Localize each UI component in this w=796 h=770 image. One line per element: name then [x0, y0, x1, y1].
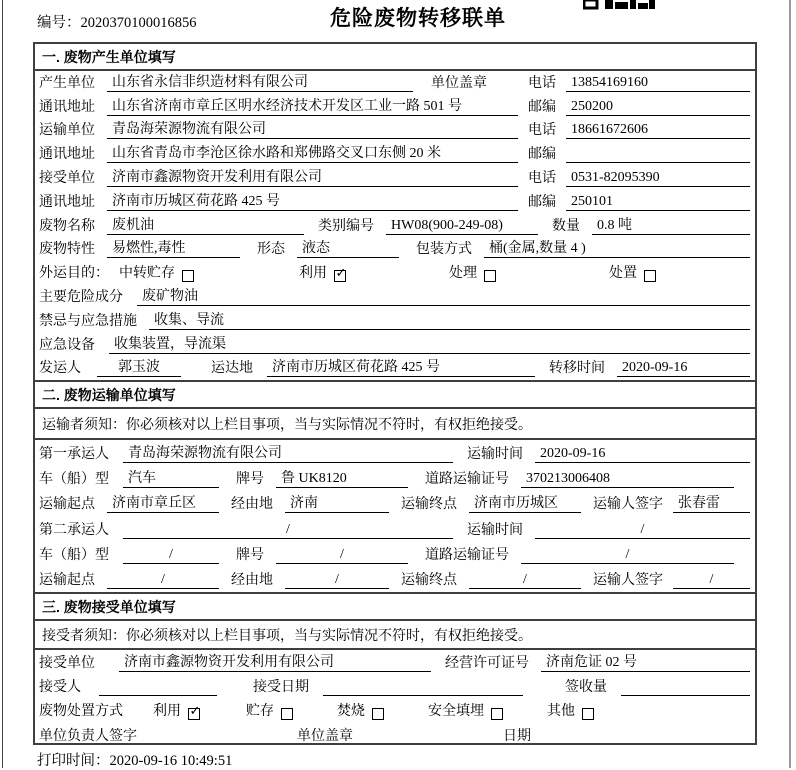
waste-name-label: 废物名称 — [39, 218, 95, 234]
hazard-row — [35, 285, 755, 309]
address-label: 通讯地址 — [39, 99, 95, 115]
document-number — [37, 11, 197, 32]
checkbox — [484, 270, 496, 282]
page-title: 危险废物转移联单 — [330, 7, 506, 30]
checkbox-label: 贮存 — [246, 704, 274, 720]
section1-header: 一. 废物产生单位填写 — [35, 44, 755, 71]
print-time-label: 打印时间： — [37, 753, 110, 769]
equipment-label: 应急设备 — [39, 337, 95, 353]
transporter-phone-value: 18661672606 — [566, 122, 750, 139]
purpose-option-utilize — [299, 262, 449, 282]
receiver-row — [35, 166, 755, 190]
carrier1-vehicle-row — [35, 466, 755, 491]
purpose-label: 外运目的： — [39, 266, 109, 282]
received-qty-value — [621, 695, 750, 696]
checkbox — [372, 708, 384, 720]
plate-value: 鲁 UK8120 — [276, 467, 408, 488]
category-label: 类别编号 — [318, 218, 374, 234]
vehicle-type-value: / — [123, 547, 219, 564]
receiver-phone-value: 0531-82095390 — [566, 170, 750, 187]
road-license-label: 道路运输证号 — [425, 471, 509, 487]
transfer-date-value: 2020-09-16 — [617, 360, 750, 377]
packing-label: 包装方式 — [416, 242, 472, 258]
page-right-edge — [789, 0, 791, 768]
producer-row — [35, 71, 755, 95]
endpoint-label: 运输终点 — [401, 573, 457, 589]
zip-label: 邮编 — [528, 147, 556, 163]
accept-date-value — [323, 695, 523, 696]
carrier1-time-value: 2020-09-16 — [535, 446, 750, 463]
form-value: 液态 — [297, 237, 399, 258]
purpose-option-transfer-storage — [119, 262, 299, 282]
print-time-value: 2020-09-16 10:49:51 — [109, 753, 233, 769]
receiver-notice: 接受者须知：你必须核对以上栏目事项，当与实际情况不符时，有权拒绝接受。 — [35, 621, 755, 650]
via-label: 经由地 — [231, 573, 273, 589]
disposal-option-other — [547, 700, 594, 720]
equipment-row — [35, 333, 755, 357]
via-value: 济南 — [285, 492, 389, 513]
producer-phone-value: 13854169160 — [566, 75, 750, 92]
disposal-method-label: 废物处置方式 — [39, 704, 123, 720]
document-number-value: 2020370100016856 — [80, 15, 197, 31]
acceptor-value — [99, 695, 217, 696]
phone-label: 电话 — [528, 123, 556, 139]
shipper-label: 发运人 — [39, 361, 81, 377]
destination-value: 济南市历城区荷花路 425 号 — [267, 356, 535, 377]
received-qty-label: 签收量 — [565, 679, 607, 695]
carrier1-value: 青岛海荣源物流有限公司 — [123, 442, 453, 463]
purpose-option-dispose — [609, 262, 656, 282]
acceptor-row — [35, 675, 755, 699]
date-value — [545, 744, 736, 745]
carrier2-value: / — [123, 522, 453, 539]
disposal-option-storage — [246, 700, 293, 720]
purpose-option-treat — [449, 262, 609, 282]
plate-value: / — [276, 547, 408, 564]
transport-time-label: 运输时间 — [467, 446, 523, 462]
endpoint-value: / — [469, 572, 581, 589]
origin-label: 运输起点 — [39, 573, 95, 589]
vehicle-type-label: 车（船）型 — [39, 547, 109, 563]
phone-label: 电话 — [528, 75, 556, 91]
carrier2-vehicle-row — [35, 542, 755, 567]
checkbox-label: 焚烧 — [337, 704, 365, 720]
date-label: 日期 — [503, 728, 531, 744]
trait-label: 废物特性 — [39, 242, 95, 258]
producer-address-value: 山东省济南市章丘区明水经济技术开发区工业一路 501 号 — [107, 95, 518, 116]
unit-seal-label: 单位盖章 — [297, 728, 353, 744]
producer-address-row — [35, 95, 755, 119]
form-label: 形态 — [257, 242, 285, 258]
receiver-label: 接受单位 — [39, 170, 95, 186]
waste-trait-row — [35, 238, 755, 262]
transporter-row — [35, 119, 755, 143]
permit-label: 经营许可证号 — [445, 655, 529, 671]
zip-label: 邮编 — [528, 194, 556, 210]
trait-value: 易燃性,毒性 — [107, 237, 240, 258]
vehicle-type-label: 车（船）型 — [39, 471, 109, 487]
packing-value: 桶(金属,数量 4 ) — [484, 237, 750, 258]
transporter-label: 运输单位 — [39, 123, 95, 139]
carrier2-row — [35, 516, 755, 541]
taboo-row — [35, 309, 755, 333]
road-license-value: 370213006408 — [521, 471, 734, 488]
origin-label: 运输起点 — [39, 497, 95, 513]
shipper-row — [35, 357, 755, 381]
accept-date-label: 接受日期 — [253, 679, 309, 695]
transporter-zip-value — [566, 162, 750, 163]
checkbox-label: 中转贮存 — [119, 266, 175, 282]
taboo-label: 禁忌与应急措施 — [39, 313, 137, 329]
waste-name-value: 废机油 — [107, 214, 304, 235]
road-license-value: / — [521, 547, 734, 564]
carrier2-label: 第二承运人 — [39, 522, 109, 538]
transporter-address-value: 山东省青岛市李沧区徐水路和郑佛路交叉口东侧 20 米 — [107, 142, 518, 163]
checkbox-label: 处理 — [449, 266, 477, 282]
receiver-address-row — [35, 190, 755, 214]
equipment-value: 收集装置，导流渠 — [109, 333, 750, 354]
producer-value: 山东省永信非织造材料有限公司 — [107, 71, 413, 92]
endpoint-label: 运输终点 — [401, 497, 457, 513]
acceptor-label: 接受人 — [39, 679, 81, 695]
transfer-date-label: 转移时间 — [549, 361, 605, 377]
purpose-row — [35, 261, 755, 285]
checkbox-label: 利用 — [299, 266, 327, 282]
carrier1-route-row — [35, 491, 755, 516]
via-label: 经由地 — [231, 497, 273, 513]
checkbox-checked: ✓ — [189, 704, 201, 720]
seal-label: 单位盖章 — [431, 75, 487, 91]
checkbox — [281, 708, 293, 720]
destination-label: 运达地 — [211, 361, 253, 377]
carrier1-row — [35, 440, 755, 465]
hazard-value: 废矿物油 — [137, 285, 750, 306]
receiver-zip-value: 250101 — [566, 194, 750, 211]
carrier1-label: 第一承运人 — [39, 446, 109, 462]
manifest-form — [33, 42, 757, 745]
qr-code-fragment-icon — [583, 0, 655, 16]
plate-label: 牌号 — [236, 471, 264, 487]
phone-label: 电话 — [528, 170, 556, 186]
carrier2-route-row — [35, 567, 755, 592]
origin-value: / — [107, 572, 219, 589]
shipper-value: 郭玉波 — [97, 356, 181, 377]
page-left-edge — [2, 0, 3, 768]
carrier2-time-value: / — [535, 522, 750, 539]
receiver-value: 济南市鑫源物资开发利用有限公司 — [107, 166, 518, 187]
transporter-value: 青岛海荣源物流有限公司 — [107, 118, 518, 139]
checkbox — [582, 708, 594, 720]
endpoint-value: 济南市历城区 — [469, 492, 581, 513]
head-sign-value — [153, 744, 281, 745]
transport-time-label: 运输时间 — [467, 522, 523, 538]
transporter-sign-label: 运输人签字 — [593, 497, 663, 513]
checkbox-label: 利用 — [153, 704, 181, 720]
checkbox-checked: ✓ — [335, 266, 347, 282]
disposal-method-row — [35, 699, 755, 723]
accept-unit-row — [35, 650, 755, 674]
checkbox-label: 安全填埋 — [428, 704, 484, 720]
head-sign-row — [35, 723, 755, 745]
checkbox — [644, 270, 656, 282]
address-label: 通讯地址 — [39, 194, 95, 210]
address-label: 通讯地址 — [39, 147, 95, 163]
quantity-value: 0.8 吨 — [592, 214, 750, 235]
disposal-option-utilize — [153, 700, 200, 720]
checkbox-label: 处置 — [609, 266, 637, 282]
hazard-label: 主要危险成分 — [39, 289, 123, 305]
checkbox — [491, 708, 503, 720]
print-time — [37, 749, 232, 770]
section3-header: 三. 废物接受单位填写 — [35, 592, 755, 621]
checkbox — [182, 270, 194, 282]
plate-label: 牌号 — [236, 547, 264, 563]
vehicle-type-value: 汽车 — [123, 467, 219, 488]
disposal-option-incinerate — [337, 700, 384, 720]
document-number-label: 编号： — [37, 15, 81, 31]
head-sign-label: 单位负责人签字 — [39, 728, 137, 744]
disposal-option-landfill — [428, 700, 503, 720]
quantity-label: 数量 — [552, 218, 580, 234]
transporter-notice: 运输者须知：你必须核对以上栏目事项，当与实际情况不符时，有权拒绝接受。 — [35, 409, 755, 440]
zip-label: 邮编 — [528, 99, 556, 115]
producer-zip-value: 250200 — [566, 99, 750, 116]
checkbox-label: 其他 — [547, 704, 575, 720]
transporter-sign-value: / — [673, 572, 750, 589]
category-value: HW08(900-249-08) — [386, 218, 538, 235]
accept-unit-label: 接受单位 — [39, 655, 95, 671]
road-license-label: 道路运输证号 — [425, 547, 509, 563]
origin-value: 济南市章丘区 — [107, 492, 219, 513]
producer-label: 产生单位 — [39, 75, 95, 91]
waste-name-row — [35, 214, 755, 238]
via-value: / — [285, 572, 389, 589]
permit-value: 济南危证 02 号 — [541, 651, 750, 672]
accept-unit-value: 济南市鑫源物资开发利用有限公司 — [119, 651, 431, 672]
taboo-value: 收集、导流 — [149, 309, 750, 330]
receiver-address-value: 济南市历城区荷花路 425 号 — [107, 190, 518, 211]
transporter-sign-label: 运输人签字 — [593, 573, 663, 589]
transporter-sign-value: 张春雷 — [673, 492, 750, 513]
section2-header: 二. 废物运输单位填写 — [35, 380, 755, 409]
transporter-address-row — [35, 142, 755, 166]
